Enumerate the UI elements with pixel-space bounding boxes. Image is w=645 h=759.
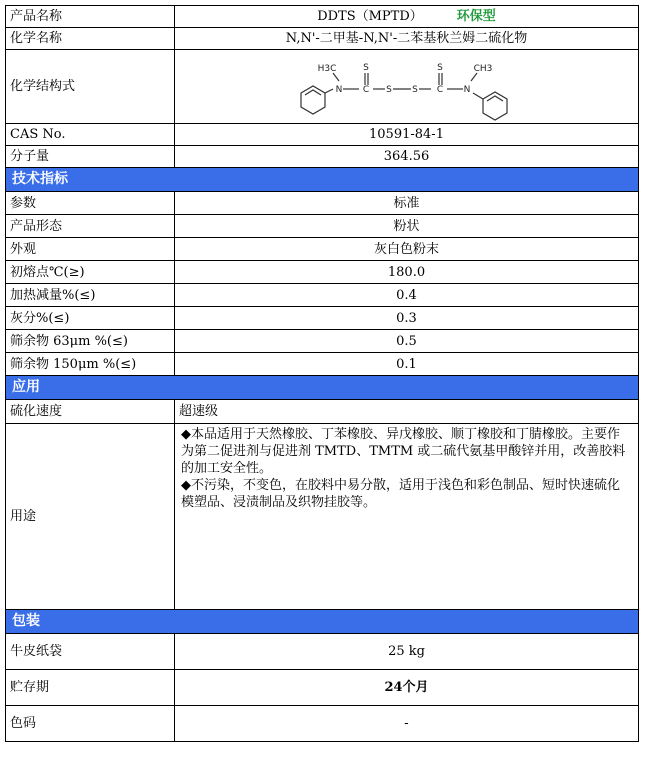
tech-value: 0.5 bbox=[175, 330, 639, 353]
tech-value: 0.3 bbox=[175, 307, 639, 330]
tech-label: 灰分%(≤) bbox=[6, 307, 175, 330]
usage-paragraph-1: ◆本品适用于天然橡胶、丁苯橡胶、异戊橡胶、顺丁橡胶和丁腈橡胶。主要作为第二促进剂与促进剂 TMTD、TMTM 或二硫代氨基甲酸锌并用，改善胶料的加工安全性。 bbox=[181, 427, 626, 476]
chemical-structure-diagram bbox=[287, 53, 527, 121]
tech-label: 加热减量%(≤) bbox=[6, 284, 175, 307]
pack-label: 贮存期 bbox=[6, 670, 175, 706]
value-structure bbox=[175, 50, 639, 124]
carbon-right-label: C bbox=[436, 84, 443, 95]
product-code: DDTS（MPTD） bbox=[317, 9, 423, 24]
label-cas: CAS No. bbox=[6, 124, 175, 146]
tech-row bbox=[6, 307, 639, 330]
section-app-title: 应用 bbox=[6, 376, 639, 400]
row-cas bbox=[6, 124, 639, 146]
row-structure bbox=[6, 50, 639, 124]
pack-label: 牛皮纸袋 bbox=[6, 634, 175, 670]
value-mw: 364.56 bbox=[175, 146, 639, 168]
tech-row bbox=[6, 192, 639, 215]
tech-value: 0.4 bbox=[175, 284, 639, 307]
pack-value: - bbox=[175, 706, 639, 742]
tech-value: 0.1 bbox=[175, 353, 639, 376]
pack-row bbox=[6, 670, 639, 706]
section-app bbox=[6, 376, 639, 400]
label-product-name: 产品名称 bbox=[6, 6, 175, 28]
tech-label: 筛余物 150μm %(≤) bbox=[6, 353, 175, 376]
row-mw bbox=[6, 146, 639, 168]
section-pack bbox=[6, 610, 639, 634]
value-speed: 超速级 bbox=[175, 400, 639, 424]
tech-label: 参数 bbox=[6, 192, 175, 215]
pack-row bbox=[6, 706, 639, 742]
pack-value: 25 kg bbox=[175, 634, 639, 670]
methyl-left-label: H3C bbox=[317, 63, 336, 74]
label-usage: 用途 bbox=[6, 424, 175, 610]
tech-value: 标准 bbox=[175, 192, 639, 215]
tech-row bbox=[6, 330, 639, 353]
label-speed: 硫化速度 bbox=[6, 400, 175, 424]
row-usage bbox=[6, 424, 639, 610]
row-product-name bbox=[6, 6, 639, 28]
sulfur-top-left-label: S bbox=[362, 62, 369, 73]
tech-label: 外观 bbox=[6, 238, 175, 261]
label-mw: 分子量 bbox=[6, 146, 175, 168]
sulfur-top-right-label: S bbox=[436, 62, 443, 73]
usage-paragraph-2: ◆不污染，不变色，在胶料中易分散，适用于浅色和彩色制品、短时快速硫化模塑品、浸渍制品及织物挂胶等。 bbox=[181, 478, 620, 510]
section-tech-title: 技术指标 bbox=[6, 168, 639, 192]
pack-value: 24个月 bbox=[175, 670, 639, 706]
tech-value: 粉状 bbox=[175, 215, 639, 238]
pack-label: 色码 bbox=[6, 706, 175, 742]
nitrogen-right-label: N bbox=[463, 84, 470, 95]
tech-row bbox=[6, 284, 639, 307]
tech-row bbox=[6, 215, 639, 238]
label-structure: 化学结构式 bbox=[6, 50, 175, 124]
value-cas: 10591-84-1 bbox=[175, 124, 639, 146]
section-pack-title: 包装 bbox=[6, 610, 639, 634]
tech-label: 初熔点℃(≥) bbox=[6, 261, 175, 284]
sulfur-mid-left-label: S bbox=[385, 84, 392, 95]
tech-value: 灰白色粉末 bbox=[175, 238, 639, 261]
spec-table bbox=[5, 5, 639, 742]
eco-badge: 环保型 bbox=[456, 9, 496, 24]
carbon-left-label: C bbox=[362, 84, 369, 95]
label-chemical-name: 化学名称 bbox=[6, 28, 175, 50]
tech-row bbox=[6, 238, 639, 261]
tech-row bbox=[6, 353, 639, 376]
sulfur-mid-right-label: S bbox=[411, 84, 418, 95]
tech-label: 筛余物 63μm %(≤) bbox=[6, 330, 175, 353]
section-tech bbox=[6, 168, 639, 192]
row-speed bbox=[6, 400, 639, 424]
value-usage bbox=[175, 424, 639, 610]
tech-label: 产品形态 bbox=[6, 215, 175, 238]
value-product-name bbox=[175, 6, 639, 28]
nitrogen-left-label: N bbox=[335, 84, 342, 95]
pack-row bbox=[6, 634, 639, 670]
product-spec-sheet bbox=[5, 5, 639, 742]
tech-row bbox=[6, 261, 639, 284]
methyl-right-label: CH3 bbox=[473, 63, 492, 74]
value-chemical-name: N,N'-二甲基-N,N'-二苯基秋兰姆二硫化物 bbox=[175, 28, 639, 50]
tech-value: 180.0 bbox=[175, 261, 639, 284]
row-chemical-name bbox=[6, 28, 639, 50]
